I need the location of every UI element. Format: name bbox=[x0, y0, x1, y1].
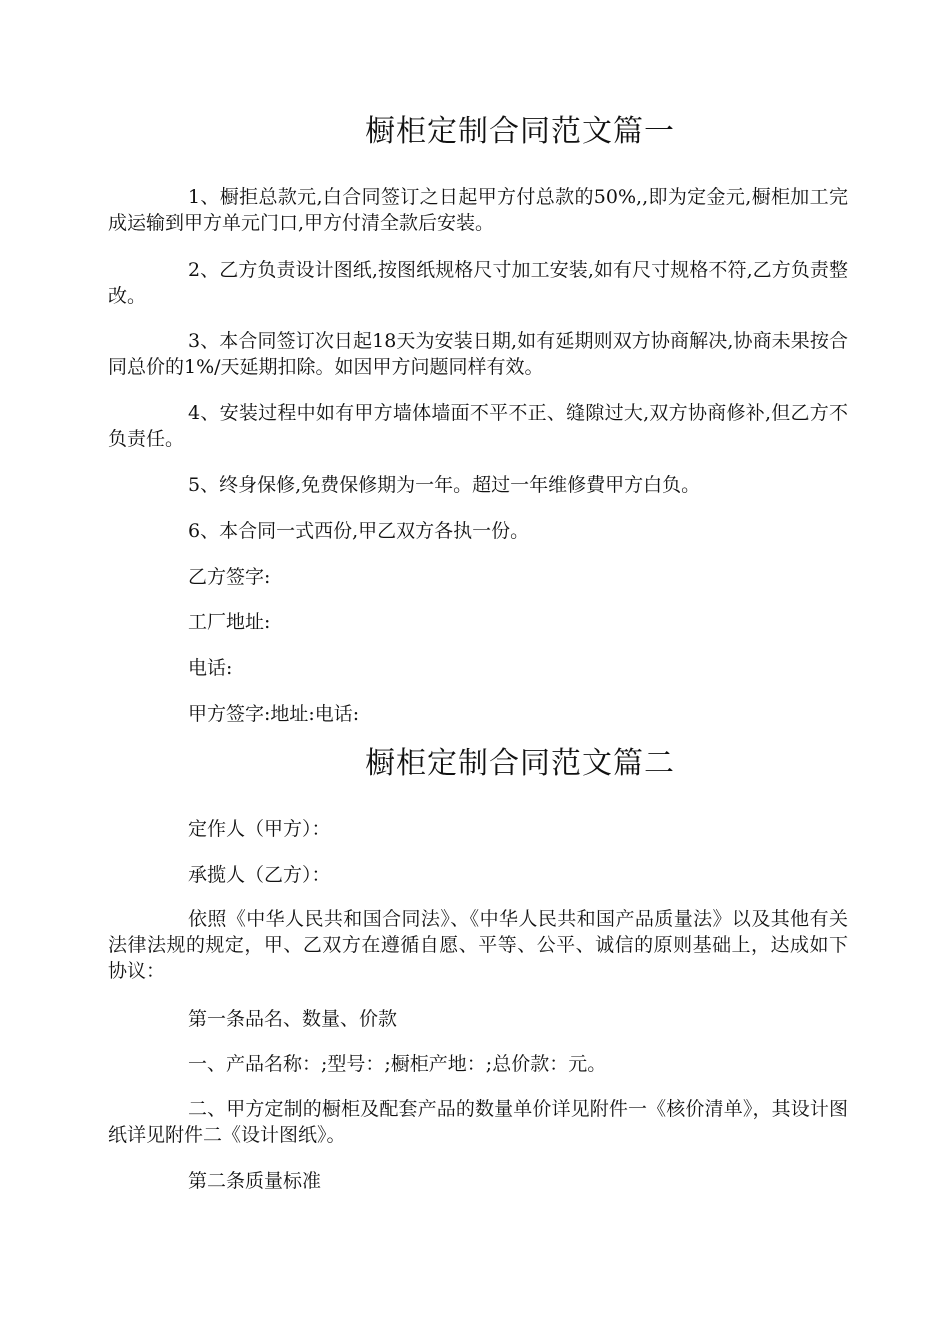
section1-title: 橱柜定制合同范文篇一 bbox=[365, 114, 675, 149]
party-a: 定作人（甲方）： bbox=[188, 818, 331, 840]
clause-2: 2、乙方负责设计图纸,按图纸规格尺寸加工安装,如有尺寸规格不符,乙方负责整改。 bbox=[108, 259, 848, 307]
factory-address: 工厂地址: bbox=[188, 611, 271, 633]
phone: 电话: bbox=[188, 657, 233, 679]
article1-item1: 一、产品名称：;型号：;橱柜产地：;总价款：元。 bbox=[188, 1053, 607, 1075]
article1-item2: 二、甲方定制的橱柜及配套产品的数量单价详见附件一《核价清单》，其设计图纸详见附件二《设计图纸》。 bbox=[108, 1098, 848, 1146]
article1-title: 第一条品名、数量、价款 bbox=[188, 1008, 398, 1030]
clause-1: 1、橱拒总款元,白合同签订之日起甲方付总款的50%,,即为定金元,橱柜加工完成运输到甲方单元门口,甲方付清全款后安装。 bbox=[108, 186, 848, 234]
sign-party-a: 甲方签字:地址:电话: bbox=[188, 703, 360, 725]
preamble: 依照《中华人民共和国合同法》、《中华人民共和国产品质量法》以及其他有关法律法规的规定，甲、乙双方在遵循自愿、平等、公平、诚信的原则基础上，达成如下协议： bbox=[108, 908, 848, 982]
clause-6: 6、本合同一式西份,甲乙双方各执一份。 bbox=[188, 520, 530, 542]
sign-party-b: 乙方签字: bbox=[188, 566, 271, 588]
clause-5: 5、终身保修,免费保修期为一年。超过一年维修費甲方白负。 bbox=[188, 474, 701, 496]
party-b: 承揽人（乙方）： bbox=[188, 864, 331, 886]
clause-4: 4、安装过程中如有甲方墙体墙面不平不正、缝隙过大,双方协商修补,但乙方不负责任。 bbox=[108, 402, 848, 450]
clause-3: 3、本合同签订次日起18天为安装日期,如有延期则双方协商解决,协商未果按合同总价的1%/天延期扣除。如因甲方问题同样有效。 bbox=[108, 330, 848, 378]
section2-title: 橱柜定制合同范文篇二 bbox=[365, 746, 675, 781]
article2-title: 第二条质量标准 bbox=[188, 1170, 322, 1192]
